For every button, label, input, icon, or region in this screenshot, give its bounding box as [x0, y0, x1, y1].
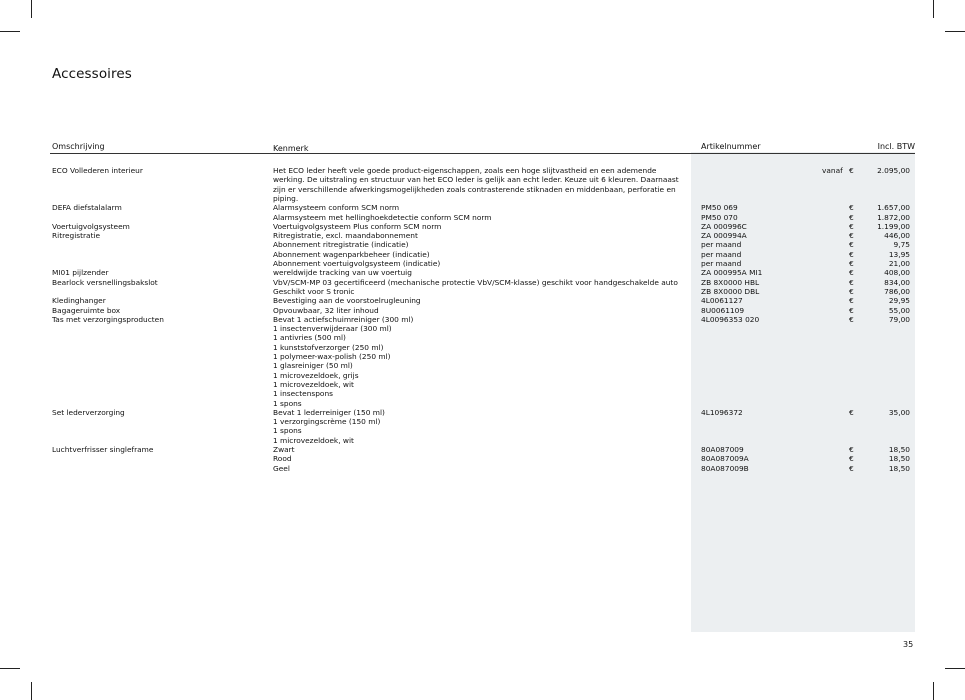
row-vanaf: vanaf	[822, 166, 843, 175]
table-row	[0, 306, 965, 315]
table-row	[0, 175, 965, 184]
table-row	[0, 380, 965, 389]
row-price: 1.872,00	[877, 212, 910, 222]
row-kenmerk: Abonnement ritregistratie (indicatie)	[273, 240, 409, 250]
row-price: 408,00	[884, 268, 910, 278]
row-kenmerk: Abonnement voertuigvolgsysteem (indicatie)	[273, 259, 441, 268]
row-kenmerk: 1 polymeer-wax-polish (250 ml)	[273, 352, 391, 361]
row-artikelnummer: 4L0096353 020	[701, 314, 760, 324]
table-row	[0, 371, 965, 380]
table-row	[0, 445, 965, 454]
table-row	[0, 296, 965, 305]
row-currency: €	[849, 166, 854, 175]
row-currency: €	[849, 240, 854, 250]
table-row	[0, 166, 965, 175]
crop-mark	[933, 682, 934, 700]
row-artikelnummer: per maand	[701, 259, 742, 268]
row-price: 446,00	[884, 231, 910, 241]
row-currency: €	[849, 314, 854, 324]
crop-mark	[945, 31, 965, 32]
row-kenmerk: 1 insectenspons	[273, 389, 333, 399]
row-artikelnummer: 8U0061109	[701, 305, 745, 315]
row-kenmerk: 1 microvezeldoek, grijs	[273, 370, 359, 380]
table-row	[0, 231, 965, 240]
row-currency: €	[849, 231, 854, 241]
row-currency: €	[849, 259, 854, 268]
header-btw: Incl. BTW	[877, 142, 915, 151]
row-kenmerk: Zwart	[273, 445, 295, 454]
row-currency: €	[849, 305, 854, 315]
row-price: 55,00	[888, 305, 910, 315]
table-row	[0, 194, 965, 203]
page-number: 35	[903, 640, 914, 649]
row-artikelnummer: PM50 070	[701, 212, 738, 222]
row-kenmerk: Geel	[273, 463, 290, 473]
row-kenmerk: 1 microvezeldoek, wit	[273, 435, 354, 445]
row-artikelnummer: PM50 069	[701, 203, 738, 213]
table-row	[0, 203, 965, 212]
row-kenmerk: Alarmsysteem met hellinghoekdetectie conform SCM norm	[273, 212, 492, 222]
row-description: MI01 pijlzender	[52, 268, 109, 278]
row-kenmerk: wereldwijde tracking van uw voertuig	[273, 268, 412, 278]
row-kenmerk: Abonnement wagenparkbeheer (indicatie)	[273, 249, 430, 259]
row-kenmerk: 1 spons	[273, 398, 302, 408]
row-kenmerk: Voertuigvolgsysteem Plus conform SCM norm	[273, 221, 442, 231]
crop-mark	[0, 668, 20, 669]
row-kenmerk: Alarmsysteem conform SCM norm	[273, 203, 400, 213]
crop-mark	[0, 31, 20, 32]
table-row	[0, 287, 965, 296]
row-kenmerk: zijn er verschillende afwerkingsmogelijkheden zoals contrasterende stiknaden en middenbaan, perforatie en	[273, 184, 676, 194]
row-description: Set lederverzorging	[52, 407, 125, 417]
table-row	[0, 213, 965, 222]
table-row	[0, 464, 965, 473]
row-description: Bagageruimte box	[52, 305, 121, 315]
table-row	[0, 399, 965, 408]
row-currency: €	[849, 463, 854, 473]
row-kenmerk: 1 insectenverwijderaar (300 ml)	[273, 324, 392, 334]
row-kenmerk: 1 spons	[273, 426, 302, 436]
table-row	[0, 426, 965, 435]
row-currency: €	[849, 212, 854, 222]
row-artikelnummer: ZA 000996C	[701, 221, 747, 231]
row-kenmerk: 1 glasreiniger (50 ml)	[273, 361, 353, 371]
table-row	[0, 361, 965, 370]
crop-mark	[31, 0, 32, 18]
table-row	[0, 315, 965, 324]
row-kenmerk: Opvouwbaar, 32 liter inhoud	[273, 305, 379, 315]
crop-mark	[945, 668, 965, 669]
row-price: 2.095,00	[877, 166, 910, 175]
row-kenmerk: Ritregistratie, excl. maandabonnement	[273, 231, 418, 241]
row-kenmerk: Geschikt voor S tronic	[273, 286, 355, 296]
page-title: Accessoires	[52, 66, 132, 82]
row-currency: €	[849, 277, 854, 287]
row-price: 21,00	[888, 259, 910, 268]
row-artikelnummer: ZA 000994A	[701, 231, 747, 241]
row-kenmerk: Rood	[273, 454, 292, 464]
table-row	[0, 436, 965, 445]
row-kenmerk: werking. De uitstraling en structuur van het ECO leder is gelijk aan echt leder. Keuze uit 6 kleuren. Daarnaast	[273, 175, 679, 185]
row-kenmerk: Bevat 1 lederreiniger (150 ml)	[273, 407, 385, 417]
header-kenmerk: Kenmerk	[273, 144, 309, 153]
row-currency: €	[849, 286, 854, 296]
row-price: 834,00	[884, 277, 910, 287]
row-artikelnummer: 80A087009A	[701, 454, 749, 464]
header-artikelnummer: Artikelnummer	[701, 142, 761, 151]
table-row	[0, 185, 965, 194]
header-divider	[50, 153, 915, 154]
row-kenmerk: Bevestiging aan de voorstoelrugleuning	[273, 296, 421, 306]
table-row	[0, 240, 965, 249]
row-description: Tas met verzorgingsproducten	[52, 314, 164, 324]
row-kenmerk: 1 verzorgingscrème (150 ml)	[273, 417, 381, 427]
table-row	[0, 352, 965, 361]
row-artikelnummer: per maand	[701, 249, 742, 259]
table-row	[0, 250, 965, 259]
table-row	[0, 454, 965, 463]
row-artikelnummer: ZB 8X0000 DBL	[701, 286, 760, 296]
row-currency: €	[849, 249, 854, 259]
row-description: Kledinghanger	[52, 296, 106, 306]
header-omschrijving: Omschrijving	[52, 142, 105, 151]
row-artikelnummer: ZB 8X0000 HBL	[701, 277, 760, 287]
row-kenmerk: 1 antivries (500 ml)	[273, 333, 346, 343]
row-price: 1.199,00	[877, 221, 910, 231]
row-price: 9,75	[893, 240, 910, 250]
row-kenmerk: VbV/SCM-MP 03 gecertificeerd (mechanische protectie VbV/SCM-klasse) geschikt voor handgeschakelde auto	[273, 277, 678, 287]
table-row	[0, 222, 965, 231]
row-description: DEFA diefstalalarm	[52, 203, 122, 213]
row-price: 13,95	[888, 249, 910, 259]
row-price: 35,00	[888, 407, 910, 417]
row-currency: €	[849, 221, 854, 231]
row-artikelnummer: per maand	[701, 240, 742, 250]
row-artikelnummer: 4L1096372	[701, 407, 743, 417]
table-row	[0, 343, 965, 352]
row-kenmerk: piping.	[273, 193, 299, 203]
row-price: 18,50	[888, 445, 910, 454]
row-kenmerk: 1 kunststofverzorger (250 ml)	[273, 342, 384, 352]
table-row	[0, 408, 965, 417]
row-currency: €	[849, 296, 854, 306]
row-kenmerk: Bevat 1 actiefschuimreiniger (300 ml)	[273, 314, 414, 324]
row-price: 29,95	[888, 296, 910, 306]
row-description: Voertuigvolgsysteem	[52, 221, 130, 231]
table-row	[0, 278, 965, 287]
row-artikelnummer: ZA 000995A MI1	[701, 268, 763, 278]
row-price: 18,50	[888, 454, 910, 464]
row-kenmerk: Het ECO leder heeft vele goede product-eigenschappen, zoals een hoge slijtvastheid en een ademende	[273, 166, 657, 175]
row-description: Luchtverfrisser singleframe	[52, 445, 154, 454]
row-price: 786,00	[884, 286, 910, 296]
row-currency: €	[849, 454, 854, 464]
row-kenmerk: 1 microvezeldoek, wit	[273, 379, 354, 389]
row-currency: €	[849, 407, 854, 417]
table-row	[0, 324, 965, 333]
row-artikelnummer: 80A087009	[701, 445, 744, 454]
row-currency: €	[849, 445, 854, 454]
row-currency: €	[849, 268, 854, 278]
row-price: 18,50	[888, 463, 910, 473]
row-description: Bearlock versnellingsbakslot	[52, 277, 158, 287]
row-description: ECO Vollederen interieur	[52, 166, 143, 175]
table-row	[0, 259, 965, 268]
table-row	[0, 417, 965, 426]
row-price: 79,00	[888, 314, 910, 324]
table-row	[0, 333, 965, 342]
table-row	[0, 389, 965, 398]
table-row	[0, 268, 965, 277]
row-description: Ritregistratie	[52, 231, 101, 241]
row-price: 1.657,00	[877, 203, 910, 213]
row-currency: €	[849, 203, 854, 213]
crop-mark	[31, 682, 32, 700]
row-artikelnummer: 80A087009B	[701, 463, 749, 473]
row-artikelnummer: 4L0061127	[701, 296, 743, 306]
crop-mark	[933, 0, 934, 18]
